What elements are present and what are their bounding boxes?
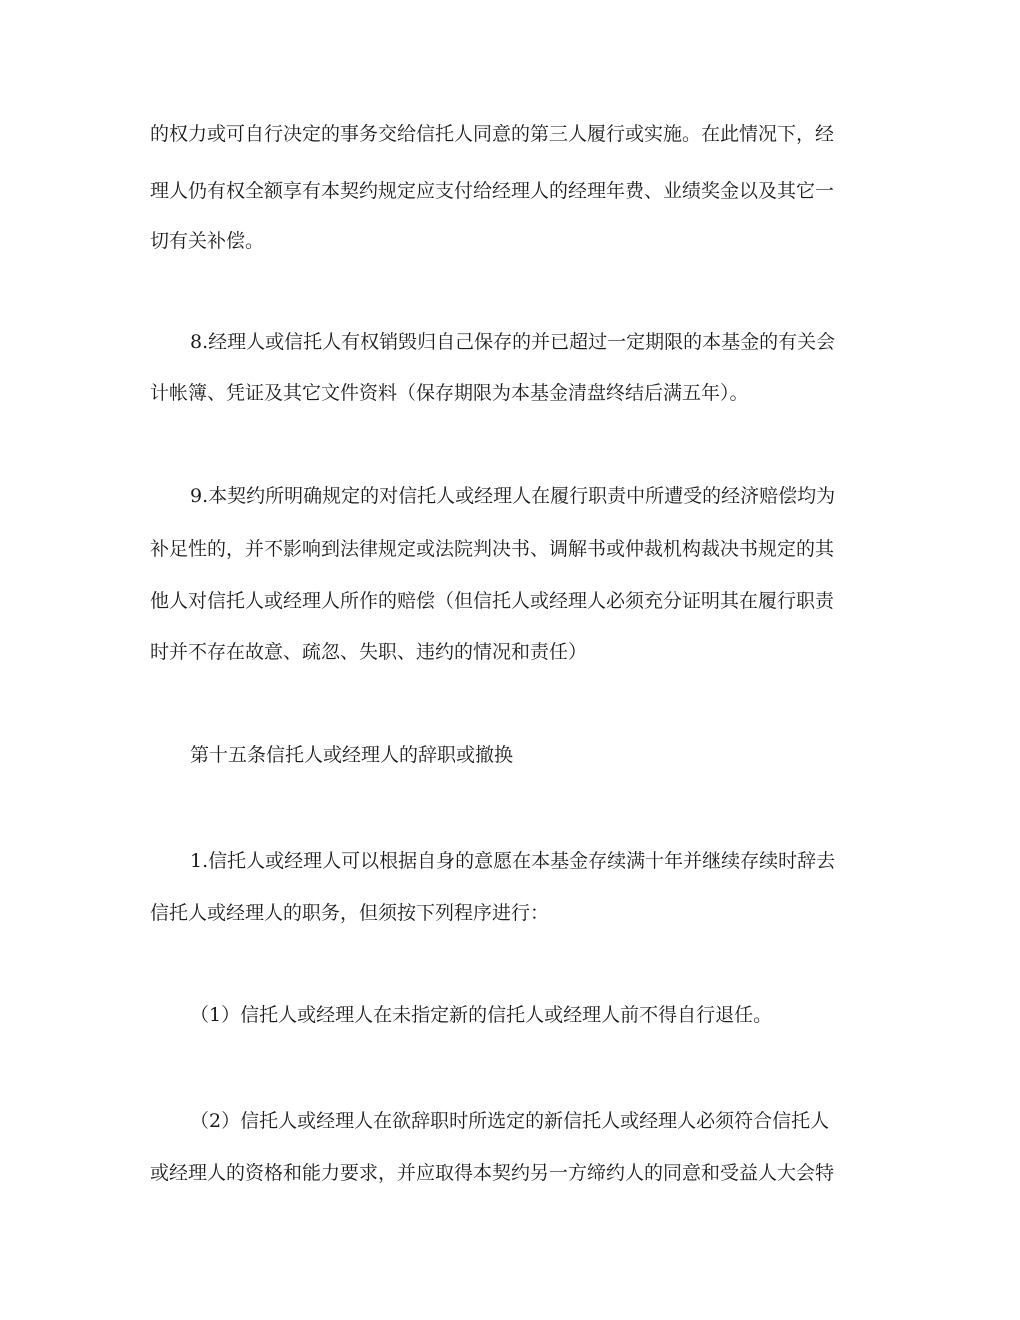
paragraph-0-line-2: 切有关补偿。 bbox=[150, 230, 265, 252]
paragraph-2-line-2: 他人对信托人或经理人所作的赔偿（但信托人或经理人必须充分证明其在履行职责 bbox=[150, 590, 835, 612]
paragraph-6-line-0: （2）信托人或经理人在欲辞职时所选定的新信托人或经理人必须符合信托人 bbox=[190, 1110, 830, 1132]
paragraph-1-line-0: 8.经理人或信托人有权销毁归自己保存的并已超过一定期限的本基金的有关会 bbox=[190, 331, 836, 353]
paragraph-5-line-0: （1）信托人或经理人在未指定新的信托人或经理人前不得自行退任。 bbox=[190, 1004, 773, 1026]
paragraph-0-line-1: 理人仍有权全额享有本契约规定应支付给经理人的经理年费、业绩奖金以及其它一 bbox=[150, 180, 835, 202]
paragraph-4-line-0: 1.信托人或经理人可以根据自身的意愿在本基金存续满十年并继续存续时辞去 bbox=[190, 850, 836, 872]
paragraph-2-line-1: 补足性的，并不影响到法律规定或法院判决书、调解书或仲裁机构裁决书规定的其 bbox=[150, 538, 835, 560]
paragraph-6-line-1: 或经理人的资格和能力要求，并应取得本契约另一方缔约人的同意和受益人大会特 bbox=[150, 1162, 835, 1184]
paragraph-4-line-1: 信托人或经理人的职务，但须按下列程序进行： bbox=[150, 902, 550, 924]
paragraph-2-line-3: 时并不存在故意、疏忽、失职、违约的情况和责任） bbox=[150, 641, 588, 663]
paragraph-0-line-0: 的权力或可自行决定的事务交给信托人同意的第三人履行或实施。在此情况下，经 bbox=[150, 123, 835, 145]
section-heading: 第十五条信托人或经理人的辞职或撤换 bbox=[190, 744, 514, 766]
paragraph-2-line-0: 9.本契约所明确规定的对信托人或经理人在履行职责中所遭受的经济赔偿均为 bbox=[190, 485, 836, 507]
paragraph-1-line-1: 计帐簿、凭证及其它文件资料（保存期限为本基金清盘终结后满五年）。 bbox=[150, 382, 749, 404]
